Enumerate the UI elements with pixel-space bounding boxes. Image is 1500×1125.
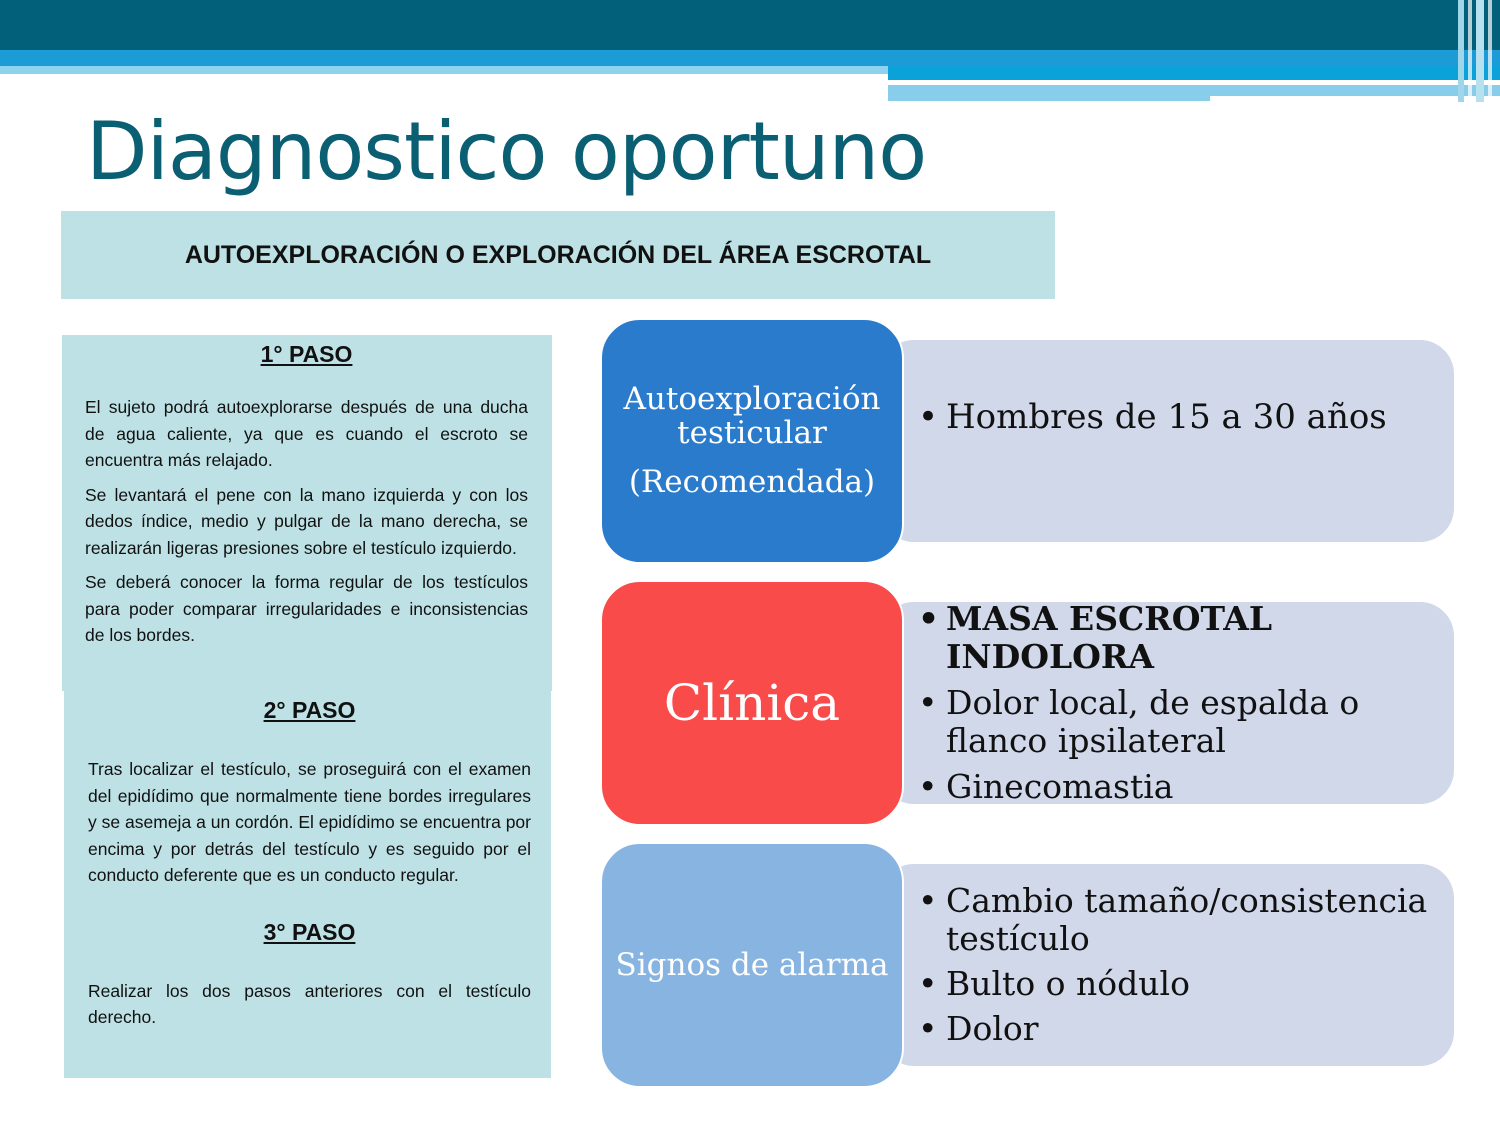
alarma-bullet-list	[918, 882, 1448, 1055]
header-stripe	[1468, 0, 1472, 102]
header-bar-dark	[0, 0, 1500, 50]
autoexploracion-label: testicular	[677, 415, 827, 451]
step1-paragraph: Se levantará el pene con la mano izquierda y con los dedos índice, medio y pulgar de la mano derecha, se realizarán ligeras presiones sobre el testículo izquierdo.	[85, 484, 528, 558]
header-bar-light-left	[0, 66, 888, 74]
autoexploracion-bullet-list	[918, 398, 1387, 436]
autoexploracion-label: Autoexploración	[623, 381, 881, 417]
autoexploracion-detail-panel	[880, 340, 1454, 542]
step3-paragraph: Realizar los dos pasos anteriores con el testículo derecho.	[88, 980, 531, 1027]
step2-heading: 2° PASO	[263, 697, 356, 723]
list-item: • Bulto o nódulo	[918, 965, 1448, 1003]
step3-heading: 3° PASO	[263, 918, 356, 945]
header-bar-mid	[0, 50, 1500, 66]
list-item: • Dolor	[918, 1010, 1448, 1048]
step2-panel	[64, 691, 551, 1078]
header-stripe	[1476, 0, 1484, 102]
clinica-label: Clínica	[663, 674, 841, 732]
clinica-bullet-list	[918, 600, 1438, 814]
step1-paragraph: Se deberá conocer la forma regular de los testículos para poder comparar irregularidades e inconsistencias de los bordes.	[85, 572, 528, 645]
step1-panel	[62, 335, 552, 691]
subtitle-banner	[61, 211, 1055, 299]
header-stripe	[1488, 0, 1492, 102]
alarma-card	[600, 842, 904, 1088]
subtitle-text: AUTOEXPLORACIÓN O EXPLORACIÓN DEL ÁREA ESCROTAL	[184, 240, 932, 269]
autoexploracion-card	[600, 318, 904, 564]
alarma-label: Signos de alarma	[615, 947, 889, 983]
page-title: Diagnostico oportuno	[86, 105, 927, 198]
list-item: • Hombres de 15 a 30 años	[918, 398, 1387, 436]
step1-heading: 1° PASO	[260, 341, 353, 367]
step1-paragraph: El sujeto podrá autoexplorarse después de una ducha de agua caliente, ya que es cuando el escroto se encuentra más relajado.	[85, 397, 528, 470]
list-item: • Cambio tamaño/consistencia testículo	[918, 882, 1448, 958]
header-bar-light-right	[888, 66, 1500, 80]
list-item: • Ginecomastia	[918, 768, 1438, 806]
clinica-card	[600, 580, 904, 826]
header-bar-lower-cut	[1210, 96, 1500, 102]
step2-paragraph: Tras localizar el testículo, se proseguirá con el examen del epidídimo que normalmente tiene bordes irregulares y se asemeja a un cordón. El epidídimo se encuentra por encima y por detrás del testículo y es seguido por el conducto deferente que es un conducto regular.	[88, 759, 531, 885]
autoexploracion-sublabel: (Recomendada)	[628, 464, 876, 500]
header-stripe	[1458, 0, 1464, 102]
list-item: • Dolor local, de espalda o flanco ipsilateral	[918, 684, 1438, 760]
list-item: • MASA ESCROTAL INDOLORA	[918, 600, 1438, 676]
